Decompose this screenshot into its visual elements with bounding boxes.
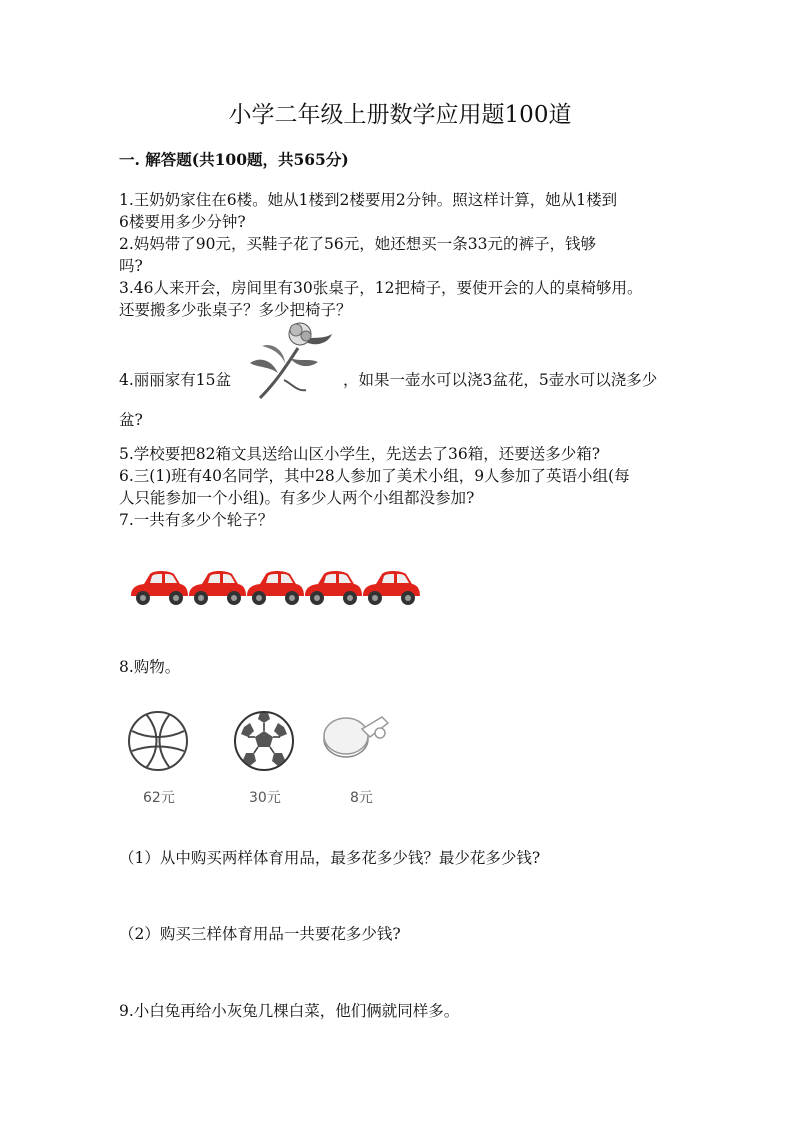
basketball-price: 62元 [143,790,175,806]
question-4-line-1a: 4.丽丽家有15盆 [119,371,232,389]
question-2-line-1: 2.妈妈带了90元，买鞋子花了56元，她还想买一条33元的裤子，钱够 [119,235,596,253]
question-7: 7.一共有多少个轮子？ [119,511,274,529]
question-8-part-1: （1）从中购买两样体育用品，最多花多少钱？最少花多少钱? [119,849,541,867]
car-icon [189,571,246,605]
ping-pong-icon [320,709,394,763]
car-icon [363,571,420,605]
car-icon [131,571,188,605]
question-8-part-2: （2）购买三样体育用品一共要花多少钱? [119,925,401,943]
question-4-line-1b: ，如果一壶水可以浇3盆花，5壶水可以浇多少 [343,371,658,389]
question-3-line-1: 3.46人来开会，房间里有30张桌子，12把椅子，要使开会的人的桌椅够用。 [119,279,643,297]
question-5: 5.学校要把82箱文具送给山区小学生，先送去了36箱，还要送多少箱? [119,445,601,463]
soccer-ball-price: 30元 [249,790,281,806]
question-6-line-2: 人只能参加一个小组)。有多少人两个小组都没参加? [119,489,475,507]
question-1-line-2: 6楼要用多少分钟? [119,213,246,231]
basketball-icon [126,709,190,773]
cars-illustration [128,568,420,608]
flower-icon [240,318,340,402]
question-6-line-1: 6.三(1)班有40名同学，其中28人参加了美术小组，9人参加了英语小组(每 [119,467,630,485]
question-2-line-2: 吗? [119,257,143,275]
section-heading: 一. 解答题(共100题，共565分) [119,150,349,169]
question-8: 8.购物。 [119,658,181,676]
question-3-line-2: 还要搬多少张桌子？多少把椅子？ [119,301,352,319]
page-title: 小学二年级上册数学应用题100道 [228,102,572,128]
car-icon [247,571,304,605]
ping-pong-price: 8元 [350,790,373,806]
question-9: 9.小白兔再给小灰兔几棵白菜，他们俩就同样多。 [119,1002,460,1020]
question-1-line-1: 1.王奶奶家住在6楼。她从1楼到2楼要用2分钟。照这样计算，她从1楼到 [119,191,618,209]
soccer-ball-icon [232,709,296,773]
question-4-line-2: 盆? [119,411,143,429]
car-icon [305,571,362,605]
